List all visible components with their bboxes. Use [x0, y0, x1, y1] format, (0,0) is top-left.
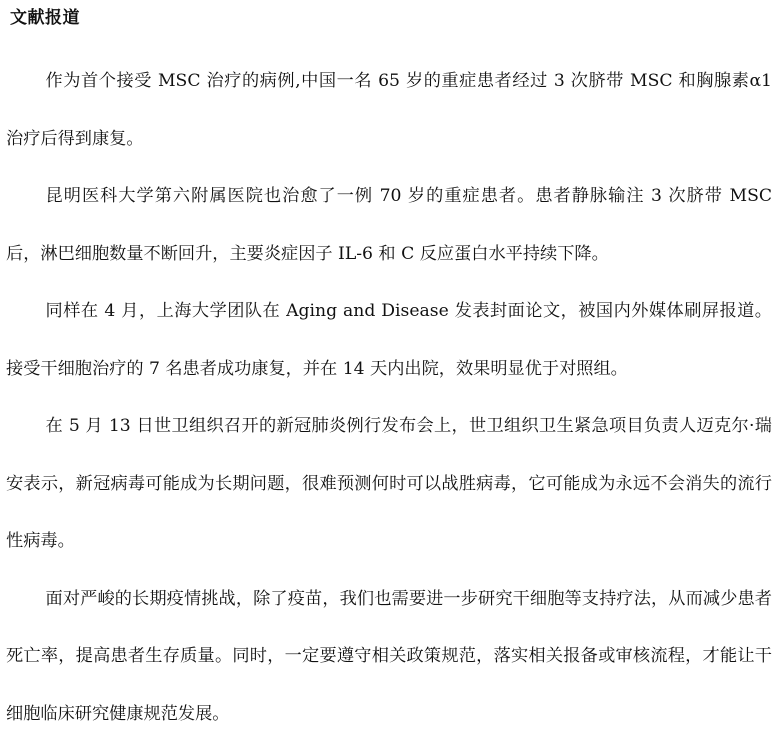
- paragraph-conclusion: 面对严峻的长期疫情挑战，除了疫苗，我们也需要进一步研究干细胞等支持疗法，从而减少患者死亡率，提高患者生存质量。同时，一定要遵守相关政策规范，落实相关报备或审核流程，才能让干细胞临床研究健康规范发展。: [6, 571, 772, 743]
- paragraph-shanghai-study: 同样在 4 月，上海大学团队在 Aging and Disease 发表封面论文，被国内外媒体刷屏报道。接受干细胞治疗的 7 名患者成功康复，并在 14 天内出院，效果明显优于对照组。: [6, 283, 772, 398]
- document-title: 文献报道: [10, 4, 772, 32]
- paragraph-kunming-case: 昆明医科大学第六附属医院也治愈了一例 70 岁的重症患者。患者静脉输注 3 次脐带 MSC 后，淋巴细胞数量不断回升，主要炎症因子 IL-6 和 C 反应蛋白水平持续下降。: [6, 168, 772, 283]
- paragraph-msc-case-china: 作为首个接受 MSC 治疗的病例,中国一名 65 岁的重症患者经过 3 次脐带 MSC 和胸腺素α1 治疗后得到康复。: [6, 53, 772, 168]
- paragraph-who-briefing: 在 5 月 13 日世卫组织召开的新冠肺炎例行发布会上，世卫组织卫生紧急项目负责人迈克尔·瑞安表示，新冠病毒可能成为长期问题，很难预测何时可以战胜病毒，它可能成为永远不会消失的流行性病毒。: [6, 398, 772, 571]
